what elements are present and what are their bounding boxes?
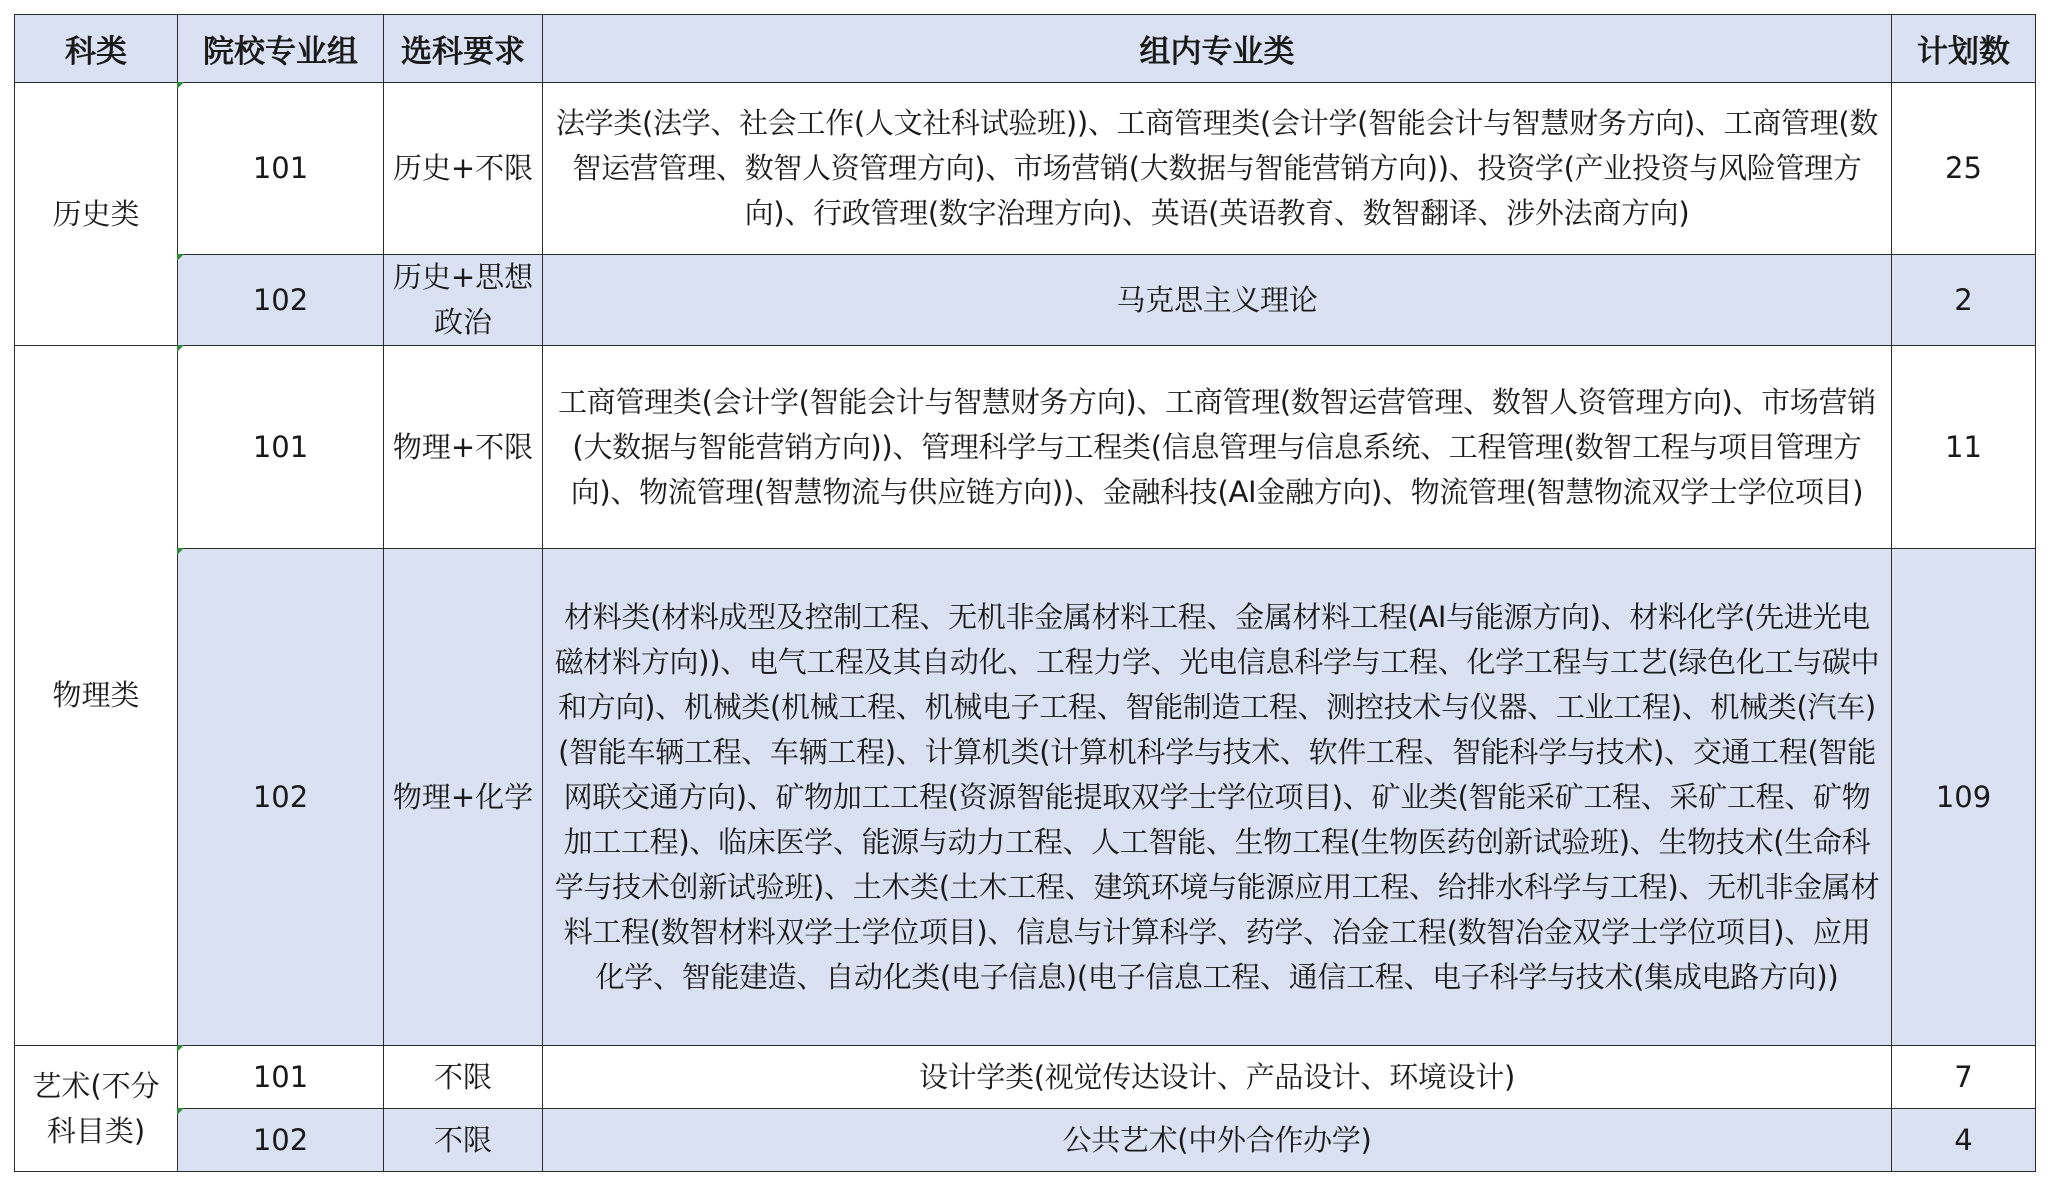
plan-count: 25 <box>1892 83 2036 255</box>
subject-requirement: 历史+思想政治 <box>384 255 543 346</box>
table-row <box>15 1046 2036 1109</box>
group-code: 102 <box>178 1109 384 1172</box>
plan-count: 2 <box>1892 255 2036 346</box>
subject-requirement: 不限 <box>384 1109 543 1172</box>
plan-count: 4 <box>1892 1109 2036 1172</box>
majors-list: 工商管理类(会计学(智能会计与智慧财务方向)、工商管理(数智运营管理、数智人资管理方向)、市场营销(大数据与智能营销方向))、管理科学与工程类(信息管理与信息系统、工程管理(数智工程与项目管理方向)、物流管理(智慧物流与供应链方向))、金融科技(AI金融方向)、物流管理(智慧物流双学士学位项目) <box>543 346 1892 549</box>
table-row <box>15 549 2036 1046</box>
table-row <box>15 83 2036 255</box>
header-majors: 组内专业类 <box>543 15 1892 83</box>
majors-list: 法学类(法学、社会工作(人文社科试验班))、工商管理类(会计学(智能会计与智慧财务方向)、工商管理(数智运营管理、数智人资管理方向)、市场营销(大数据与智能营销方向))、投资学(产业投资与风险管理方向)、行政管理(数字治理方向)、英语(英语教育、数智翻译、涉外法商方向) <box>543 83 1892 255</box>
table-row <box>15 255 2036 346</box>
header-subject: 科类 <box>15 15 178 83</box>
enrollment-plan-table <box>14 14 2036 1172</box>
header-group: 院校专业组 <box>178 15 384 83</box>
majors-list: 马克思主义理论 <box>543 255 1892 346</box>
group-code: 101 <box>178 346 384 549</box>
subject-requirement: 物理+化学 <box>384 549 543 1046</box>
subject-requirement: 物理+不限 <box>384 346 543 549</box>
group-code: 101 <box>178 1046 384 1109</box>
majors-list: 材料类(材料成型及控制工程、无机非金属材料工程、金属材料工程(AI与能源方向)、材料化学(先进光电磁材料方向))、电气工程及其自动化、工程力学、光电信息科学与工程、化学工程与工艺(绿色化工与碳中和方向)、机械类(机械工程、机械电子工程、智能制造工程、测控技术与仪器、工业工程)、机械类(汽车)(智能车辆工程、车辆工程)、计算机类(计算机科学与技术、软件工程、智能科学与技术)、交通工程(智能网联交通方向)、矿物加工工程(资源智能提取双学士学位项目)、矿业类(智能采矿工程、采矿工程、矿物加工工程)、临床医学、能源与动力工程、人工智能、生物工程(生物医药创新试验班)、生物技术(生命科学与技术创新试验班)、土木类(土木工程、建筑环境与能源应用工程、给排水科学与工程)、无机非金属材料工程(数智材料双学士学位项目)、信息与计算科学、药学、冶金工程(数智冶金双学士学位项目)、应用化学、智能建造、自动化类(电子信息)(电子信息工程、通信工程、电子科学与技术(集成电路方向)) <box>543 549 1892 1046</box>
category-physics: 物理类 <box>15 346 178 1046</box>
subject-requirement: 历史+不限 <box>384 83 543 255</box>
majors-list: 公共艺术(中外合作办学) <box>543 1109 1892 1172</box>
header-plan: 计划数 <box>1892 15 2036 83</box>
table-row <box>15 346 2036 549</box>
table-row <box>15 1109 2036 1172</box>
plan-count: 11 <box>1892 346 2036 549</box>
group-code: 102 <box>178 255 384 346</box>
header-row <box>15 15 2036 83</box>
group-code: 102 <box>178 549 384 1046</box>
category-art: 艺术(不分科目类) <box>15 1046 178 1172</box>
subject-requirement: 不限 <box>384 1046 543 1109</box>
category-history: 历史类 <box>15 83 178 346</box>
group-code: 101 <box>178 83 384 255</box>
plan-count: 7 <box>1892 1046 2036 1109</box>
header-requirement: 选科要求 <box>384 15 543 83</box>
majors-list: 设计学类(视觉传达设计、产品设计、环境设计) <box>543 1046 1892 1109</box>
plan-count: 109 <box>1892 549 2036 1046</box>
